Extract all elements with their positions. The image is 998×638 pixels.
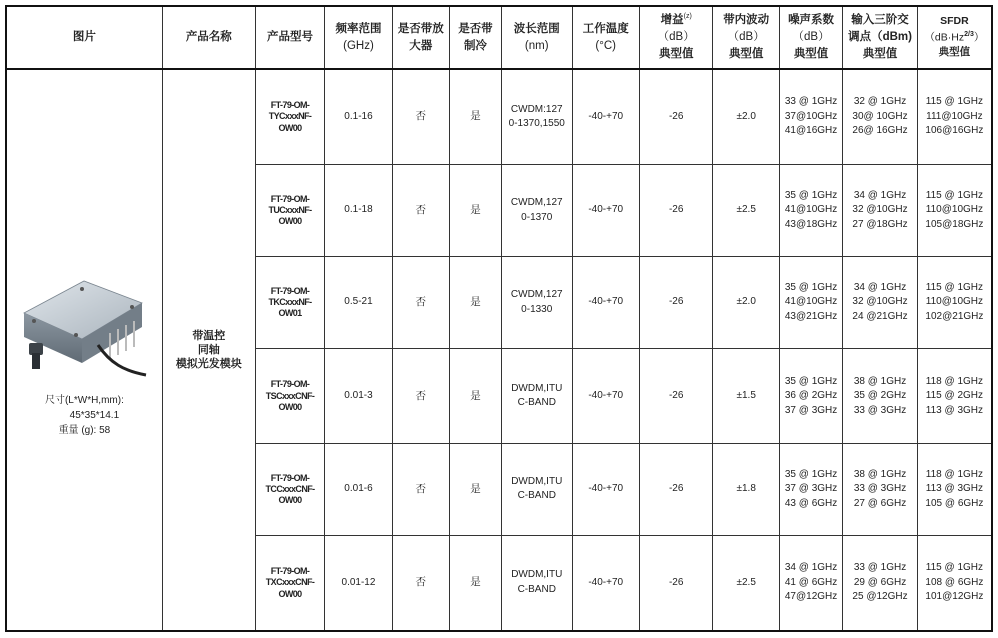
sfdr-cell: 115 @ 1GHz 111@10GHz 106@16GHz [917,69,992,165]
wavelength-cell: DWDM,ITU C-BAND [502,349,573,444]
ripple-cell: ±1.5 [713,349,779,444]
gain-cell: -26 [639,69,713,165]
model-cell: FT-79-OM- TSCxxxCNF- OW00 [255,349,324,444]
noise-figure-cell: 35 @ 1GHz 41@10GHz 43@21GHz [779,256,842,349]
amplifier-cell: 否 [392,256,449,349]
model-cell: FT-79-OM- TUCxxxNF- OW00 [255,165,324,257]
header-noise-l1: 噪声系数 [788,14,835,27]
header-ripple-l1: 带内波动 [723,14,770,27]
header-sfdr-close: ） [973,31,985,44]
header-cooling [449,6,501,69]
temperature-cell: -40-+70 [572,444,639,536]
iip3-cell: 38 @ 1GHz 33 @ 3GHz 27 @ 6GHz [843,444,918,536]
module-photo-icon [14,263,154,383]
header-sfdr-l3: 典型值 [938,46,971,59]
header-gain [639,6,713,69]
model-cell: FT-79-OM- TYCxxxNF- OW00 [255,69,324,165]
temperature-cell: -40-+70 [572,69,639,165]
wavelength-cell: DWDM,ITU C-BAND [502,535,573,631]
header-temp-l2: (°C) [595,39,616,52]
amplifier-cell: 否 [392,444,449,536]
ripple-cell: ±2.0 [713,69,779,165]
header-temperature [572,6,639,69]
wavelength-cell: CWDM,127 0-1370 [502,165,573,257]
header-cool-l1: 是否带 [458,22,493,35]
product-specs [9,393,160,438]
header-noise-l3: 典型值 [793,47,829,60]
gain-cell: -26 [639,535,713,631]
iip3-cell: 34 @ 1GHz 32 @10GHz 24 @21GHz [843,256,918,349]
header-noise [779,6,842,69]
noise-figure-cell: 35 @ 1GHz 36 @ 2GHz 37 @ 3GHz [779,349,842,444]
cooling-cell: 是 [449,69,501,165]
weight-label: 重量 (g): 58 [58,424,111,436]
table-row [6,69,992,165]
model-cell: FT-79-OM- TCCxxxCNF- OW00 [255,444,324,536]
size-label: 尺寸(L*W*H,mm): [44,394,124,406]
header-gain-l1: 增益 [660,14,684,27]
cooling-cell: 是 [449,535,501,631]
header-sfdr-l2: （dB·Hz [924,31,965,44]
cooling-cell: 是 [449,349,501,444]
header-wave-l1: 波长范围 [513,22,560,35]
gain-cell: -26 [639,444,713,536]
header-wave-l2: (nm) [524,39,549,52]
product-name-line-3: 模拟光发模块 [175,358,242,371]
product-photo [14,263,154,383]
model-cell: FT-79-OM- TXCxxxCNF- OW00 [255,535,324,631]
freq-cell: 0.1-16 [325,69,392,165]
freq-cell: 0.01-3 [325,349,392,444]
temperature-cell: -40-+70 [572,165,639,257]
header-gain-l3: 典型值 [658,47,694,60]
header-amplifier [392,6,449,69]
cooling-cell: 是 [449,165,501,257]
sfdr-cell: 115 @ 1GHz 110@10GHz 102@21GHz [917,256,992,349]
ripple-cell: ±1.8 [713,444,779,536]
ripple-cell: ±2.5 [713,535,779,631]
gain-cell: -26 [639,349,713,444]
header-gain-sup: (z) [683,13,692,21]
header-name: 产品名称 [162,6,255,69]
header-amp-l2: 大器 [409,39,433,52]
header-cool-l2: 制冷 [463,39,487,52]
gain-cell: -26 [639,165,713,257]
iip3-cell: 33 @ 1GHz 29 @ 6GHz 25 @12GHz [843,535,918,631]
gain-cell: -26 [639,256,713,349]
header-noise-l2: （dB） [792,31,830,44]
sfdr-cell: 118 @ 1GHz 115 @ 2GHz 113 @ 3GHz [917,349,992,444]
product-name-line-2: 同轴 [197,343,220,356]
header-iip3-l2: 调点（dBm) [848,31,912,44]
size-value: 45*35*14.1 [69,409,120,421]
freq-cell: 0.01-6 [325,444,392,536]
header-wavelength [502,6,573,69]
product-name-line-1: 带温控 [192,329,226,342]
noise-figure-cell: 34 @ 1GHz 41 @ 6GHz 47@12GHz [779,535,842,631]
ripple-cell: ±2.5 [713,165,779,257]
amplifier-cell: 否 [392,165,449,257]
header-row [6,6,992,69]
iip3-cell: 34 @ 1GHz 32 @10GHz 27 @18GHz [843,165,918,257]
sfdr-cell: 115 @ 1GHz 108 @ 6GHz 101@12GHz [917,535,992,631]
model-cell: FT-79-OM- TKCxxxNF- OW01 [255,256,324,349]
amplifier-cell: 否 [392,535,449,631]
header-iip3-l1: 输入三阶交 [851,14,909,27]
noise-figure-cell: 35 @ 1GHz 37 @ 3GHz 43 @ 6GHz [779,444,842,536]
header-freq [325,6,392,69]
header-sfdr-l1: SFDR [940,15,969,28]
header-freq-l1: 频率范围 [335,22,382,35]
cooling-cell: 是 [449,444,501,536]
freq-cell: 0.01-12 [325,535,392,631]
header-temp-l1: 工作温度 [582,22,629,35]
wavelength-cell: CWDM:127 0-1370,1550 [502,69,573,165]
amplifier-cell: 否 [392,349,449,444]
noise-figure-cell: 33 @ 1GHz 37@10GHz 41@16GHz [779,69,842,165]
amplifier-cell: 否 [392,69,449,165]
header-ripple [713,6,779,69]
iip3-cell: 38 @ 1GHz 35 @ 2GHz 33 @ 3GHz [843,349,918,444]
header-image: 图片 [6,6,162,69]
freq-cell: 0.5-21 [325,256,392,349]
header-gain-l2: （dB） [657,31,695,44]
noise-figure-cell: 35 @ 1GHz 41@10GHz 43@18GHz [779,165,842,257]
header-sfdr-sup: 2/3 [964,30,974,38]
header-iip3-l3: 典型值 [862,47,898,60]
temperature-cell: -40-+70 [572,256,639,349]
wavelength-cell: DWDM,ITU C-BAND [502,444,573,536]
sfdr-cell: 115 @ 1GHz 110@10GHz 105@18GHz [917,165,992,257]
header-iip3 [843,6,918,69]
header-sfdr [917,6,992,69]
sfdr-cell: 118 @ 1GHz 113 @ 3GHz 105 @ 6GHz [917,444,992,536]
header-freq-l2: (GHz) [343,39,374,52]
temperature-cell: -40-+70 [572,535,639,631]
ripple-cell: ±2.0 [713,256,779,349]
product-image-cell [6,69,162,631]
header-ripple-l3: 典型值 [728,47,764,60]
freq-cell: 0.1-18 [325,165,392,257]
cooling-cell: 是 [449,256,501,349]
spec-table [5,5,993,632]
iip3-cell: 32 @ 1GHz 30@ 10GHz 26@ 16GHz [843,69,918,165]
header-ripple-l2: （dB） [727,31,765,44]
wavelength-cell: CWDM,127 0-1330 [502,256,573,349]
temperature-cell: -40-+70 [572,349,639,444]
product-name-cell [162,69,255,631]
header-amp-l1: 是否带放 [397,22,444,35]
header-model: 产品型号 [255,6,324,69]
